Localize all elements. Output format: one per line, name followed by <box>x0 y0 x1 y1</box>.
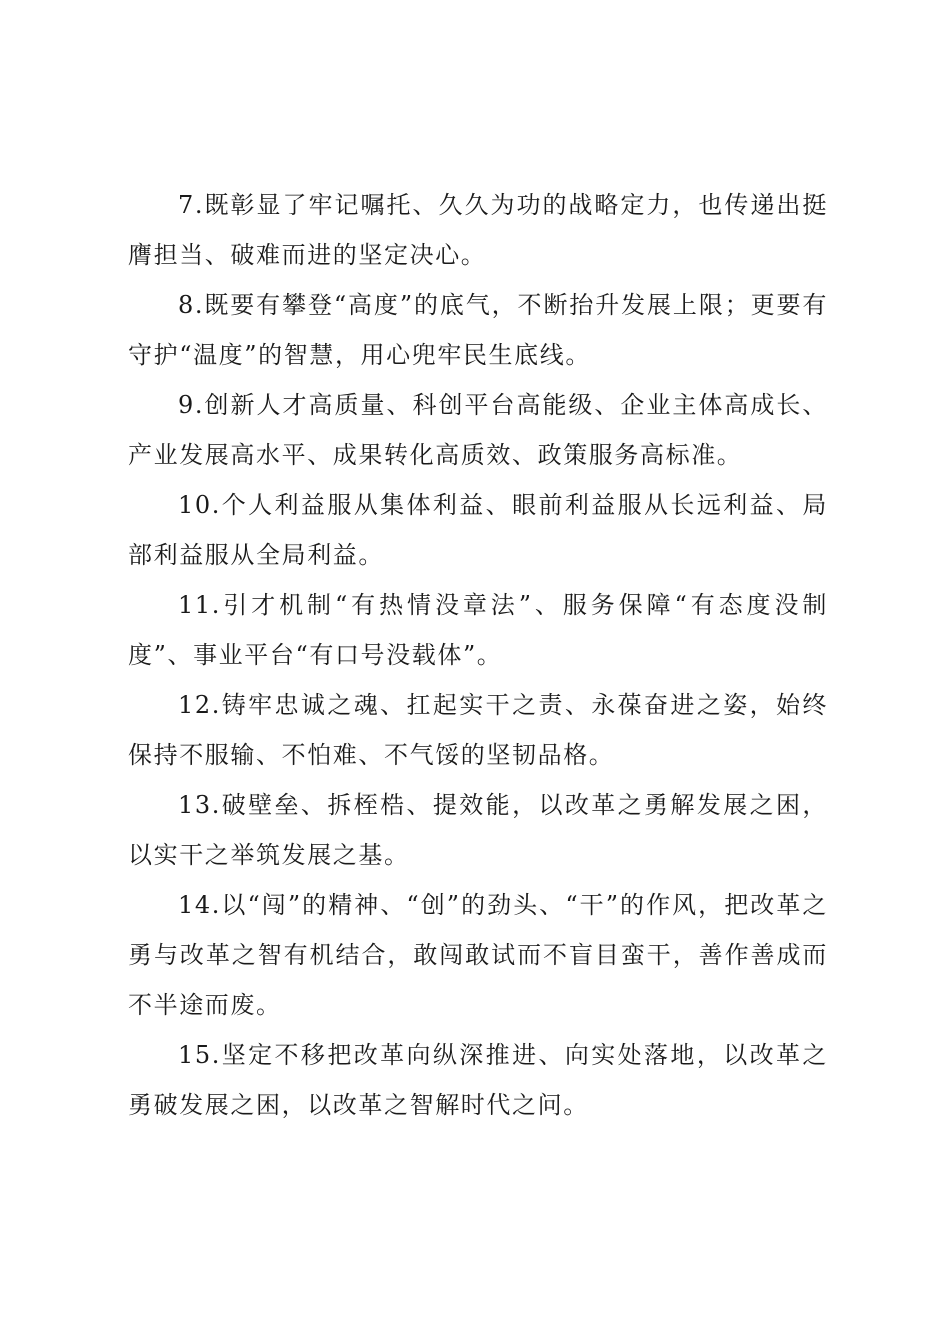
paragraph-8: 8.既要有攀登“高度”的底气，不断抬升发展上限；更要有守护“温度”的智慧，用心兜牢民生底线。 <box>128 291 828 369</box>
paragraph-15: 15.坚定不移把改革向纵深推进、向实处落地，以改革之勇破发展之困，以改革之智解时代之问。 <box>128 1041 828 1119</box>
paragraph-12: 12.铸牢忠诚之魂、扛起实干之责、永葆奋进之姿，始终保持不服输、不怕难、不气馁的坚韧品格。 <box>128 691 828 769</box>
paragraph-10: 10.个人利益服从集体利益、眼前利益服从长远利益、局部利益服从全局利益。 <box>128 491 828 569</box>
paragraph-7: 7.既彰显了牢记嘱托、久久为功的战略定力，也传递出挺膺担当、破难而进的坚定决心。 <box>128 191 828 269</box>
paragraph-11: 11.引才机制“有热情没章法”、服务保障“有态度没制度”、事业平台“有口号没载体”。 <box>128 591 828 669</box>
paragraph-14: 14.以“闯”的精神、“创”的劲头、“干”的作风，把改革之勇与改革之智有机结合，敢闯敢试而不盲目蛮干，善作善成而不半途而废。 <box>128 891 828 1019</box>
paragraph-13: 13.破壁垒、拆桎梏、提效能，以改革之勇解发展之困，以实干之举筑发展之基。 <box>128 791 828 869</box>
document-body <box>128 180 828 1130</box>
paragraph-9: 9.创新人才高质量、科创平台高能级、企业主体高成长、产业发展高水平、成果转化高质效、政策服务高标准。 <box>128 391 828 469</box>
